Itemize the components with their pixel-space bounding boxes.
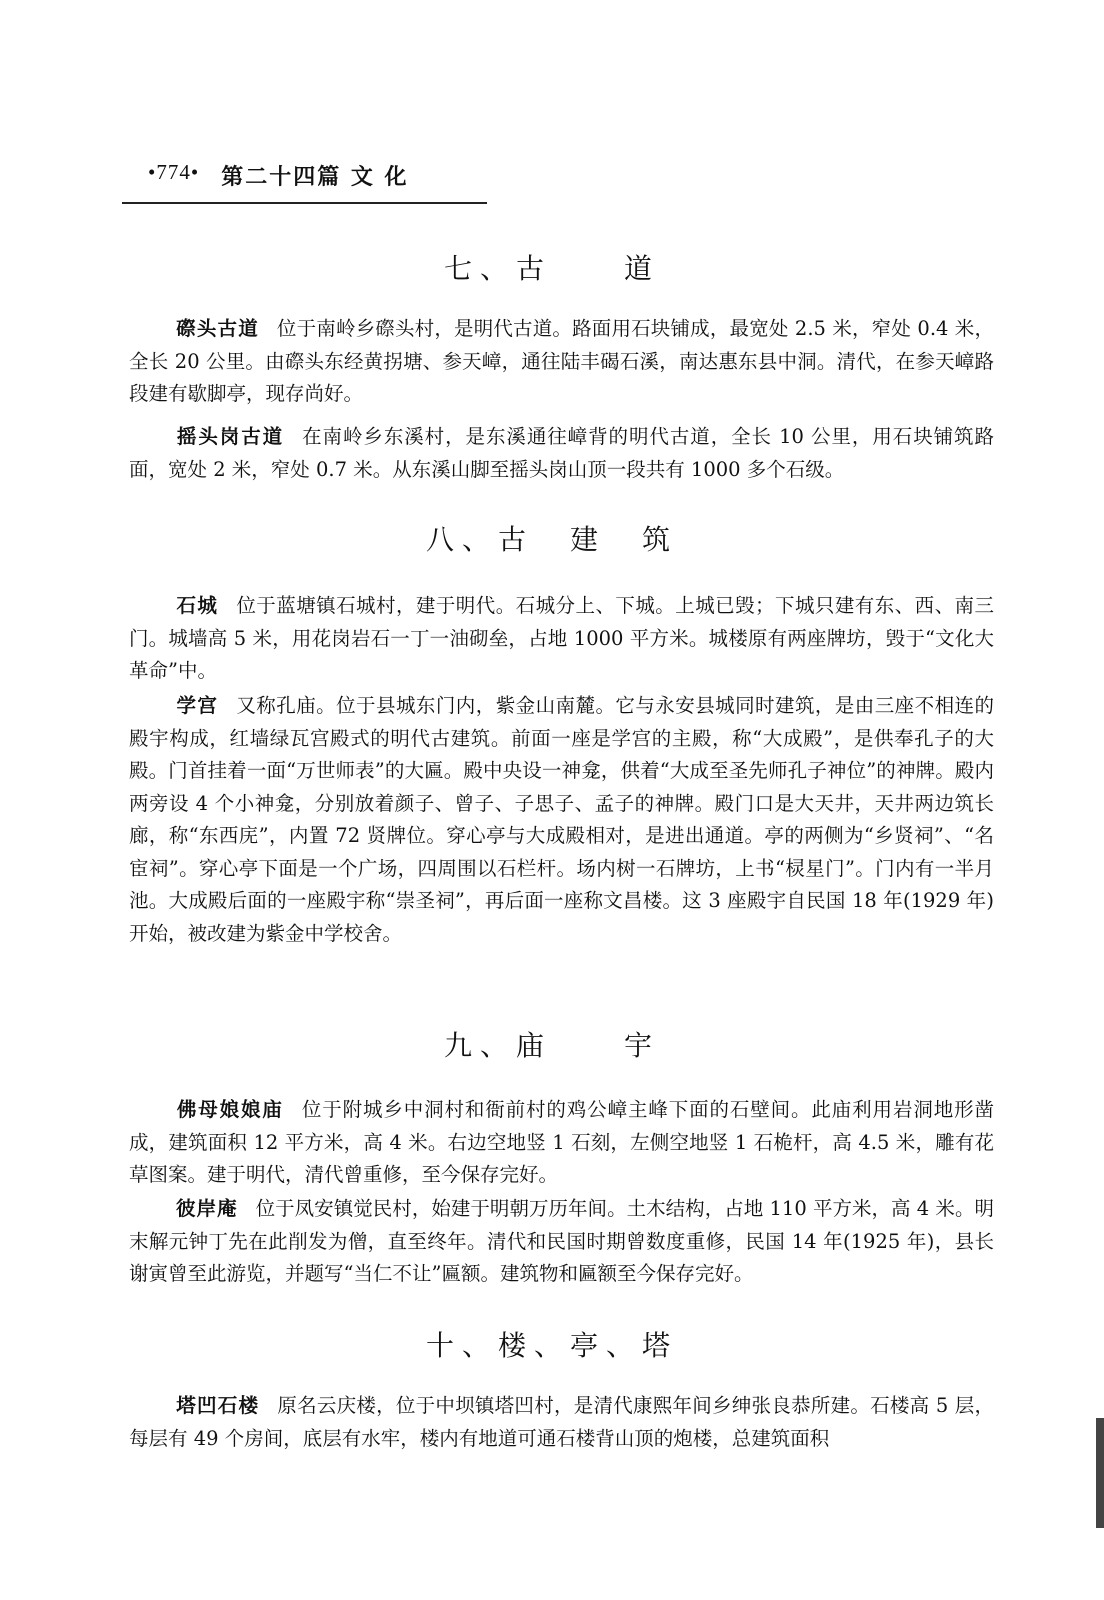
section-title: 九、庙 宇 — [443, 1029, 660, 1062]
entry-term: 佛母娘娘庙 — [176, 1098, 284, 1121]
section-title: 七、古 道 — [443, 252, 660, 285]
chapter-title: 第二十四篇 文 化 — [221, 165, 409, 190]
entry-paragraph — [129, 590, 994, 688]
entry-term: 石城 — [176, 594, 219, 617]
entry-term: 彼岸庵 — [176, 1197, 238, 1220]
entry-text: 位于蓝塘镇石城村，建于明代。石城分上、下城。上城已毁；下城只建有东、西、南三门。城墙高 5 米，用花岗岩石一丁一油砌垒，占地 1000 平方米。城楼原有两座牌坊，毁于“文化大革命”中。 — [129, 594, 994, 682]
entry-term: 学宫 — [176, 694, 219, 717]
entry-text: 位于附城乡中洞村和衙前村的鸡公嶂主峰下面的石壁间。此庙利用岩洞地形凿成，建筑面积 12 平方米，高 4 米。右边空地竖 1 石刻，左侧空地竖 1 石桅杆，高 4.5 米，雕有花草图案。建于明代，清代曾重修，至今保存完好。 — [129, 1098, 994, 1186]
entry-paragraph — [129, 1390, 994, 1455]
page-number: •774• — [148, 160, 200, 184]
section-title: 八、古 建 筑 — [425, 523, 678, 556]
running-header — [122, 160, 487, 204]
section-title: 十、楼、亭、塔 — [425, 1329, 678, 1362]
entry-text: 位于凤安镇觉民村，始建于明朝万历年间。土木结构，占地 110 平方米，高 4 米。明末解元钟丁先在此削发为僧，直至终年。清代和民国时期曾数度重修，民国 14 年(1925 年)，县长谢寅曾至此游览，并题写“当仁不让”匾额。建筑物和匾额至今保存完好。 — [129, 1197, 994, 1285]
entry-text: 又称孔庙。位于县城东门内，紫金山南麓。它与永安县城同时建筑，是由三座不相连的殿宇构成，红墙绿瓦宫殿式的明代古建筑。前面一座是学宫的主殿，称“大成殿”，是供奉孔子的大殿。门首挂着一面“万世师表”的大匾。殿中央设一神龛，供着“大成至圣先师孔子神位”的神牌。殿内两旁设 4 个小神龛，分别放着颜子、曾子、子思子、孟子的神牌。殿门口是大天井，天井两边筑长廊，称“东西庑”，内置 72 贤牌位。穿心亭与大成殿相对，是进出通道。亭的两侧为“乡贤祠”、“名宦祠”。穿心亭下面是一个广场，四周围以石栏杆。场内树一石牌坊，上书“棂星门”。门内有一半月池。大成殿后面的一座殿宇称“崇圣祠”，再后面一座称文昌楼。这 3 座殿宇自民国 18 年(1929 年)开始，被改建为紫金中学校舍。 — [129, 694, 994, 945]
entry-term: 摇头岗古道 — [176, 425, 285, 448]
entry-paragraph — [129, 690, 994, 950]
entry-text: 原名云庆楼，位于中坝镇塔凹村，是清代康熙年间乡绅张良恭所建。石楼高 5 层，每层有 49 个房间，底层有水牢，楼内有地道可通石楼背山顶的炮楼，总建筑面积 — [129, 1394, 994, 1450]
entry-term: 磜头古道 — [176, 317, 259, 340]
scan-edge-mark — [1096, 1418, 1104, 1528]
entry-paragraph — [129, 313, 994, 411]
entry-paragraph — [129, 421, 994, 486]
entry-text: 在南岭乡东溪村，是东溪通往嶂背的明代古道，全长 10 公里，用石块铺筑路面，宽处 2 米，窄处 0.7 米。从东溪山脚至摇头岗山顶一段共有 1000 多个石级。 — [129, 425, 994, 481]
entry-text: 位于南岭乡磜头村，是明代古道。路面用石块铺成，最宽处 2.5 米，窄处 0.4 米，全长 20 公里。由磜头东经黄拐塘、参天嶂，通往陆丰碣石溪，南达惠东县中洞。清代，在参天嶂路段建有歇脚亭，现存尚好。 — [129, 317, 994, 405]
entry-paragraph — [129, 1193, 994, 1291]
entry-paragraph — [129, 1094, 994, 1192]
entry-term: 塔凹石楼 — [176, 1394, 260, 1417]
